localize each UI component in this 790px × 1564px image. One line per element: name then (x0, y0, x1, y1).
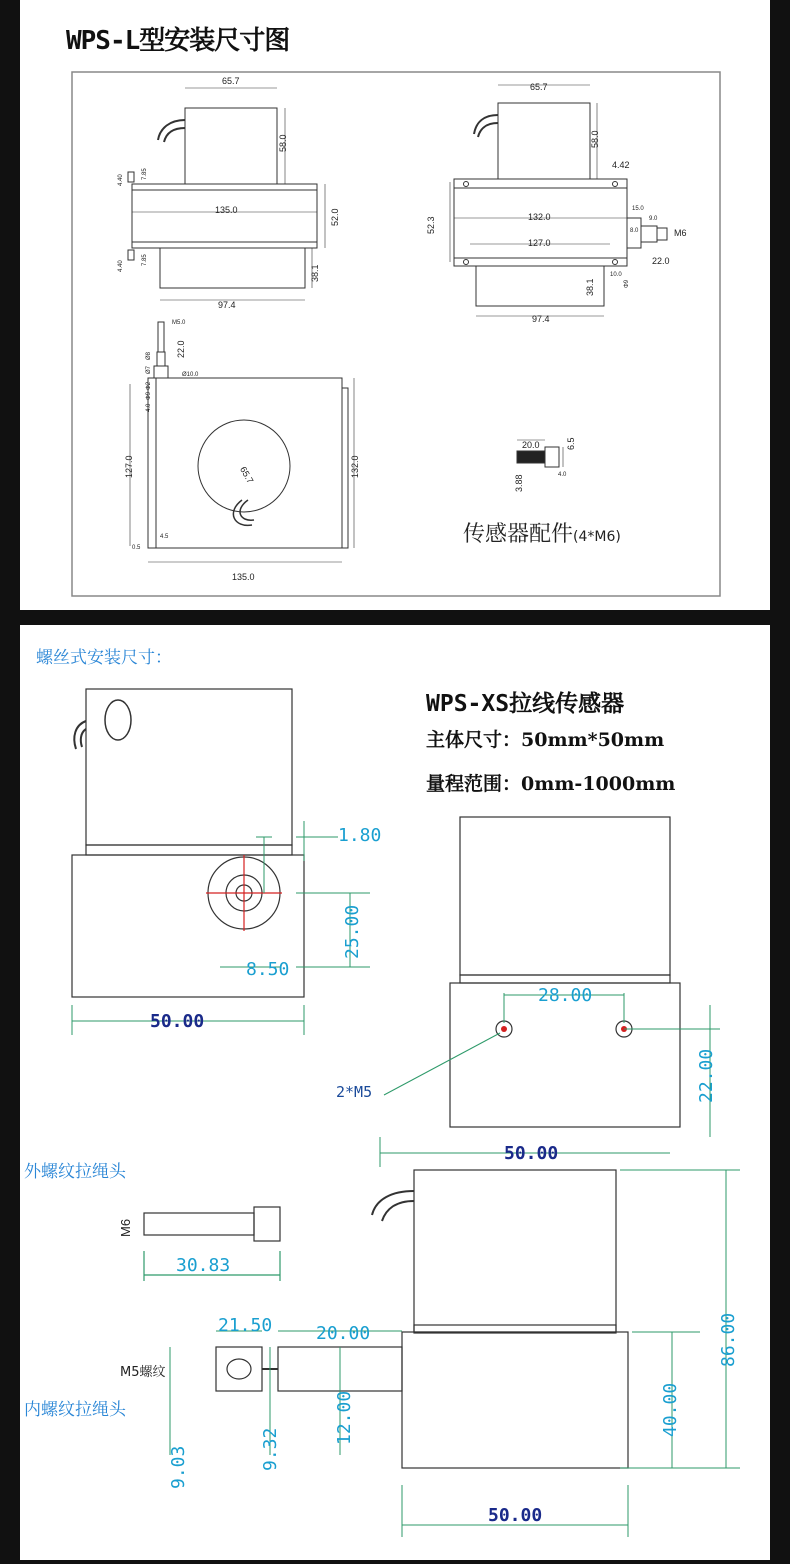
m5-thread-label: M5螺纹 (120, 1365, 166, 1380)
installation-drawing-wps-l (20, 0, 770, 610)
screw-length: 20.0 (522, 440, 540, 450)
screw-head: 4.0 (558, 472, 567, 478)
m6-label: M6 (118, 1218, 133, 1237)
dim-base-width: 97.4 (218, 300, 236, 310)
side-h132: 132.0 (350, 455, 360, 478)
dim-top-width: 65.7 (222, 76, 240, 86)
dim-body-width: 135.0 (215, 205, 238, 215)
dim-lower-height: 38.1 (310, 264, 320, 282)
side-b: 0.5 (132, 545, 141, 551)
dim2-c1: 15.0 (632, 206, 644, 212)
side-e: Φ9 (146, 391, 152, 400)
dim-body-height: 52.0 (330, 208, 340, 226)
dim-86-00: 86.00 (718, 1312, 739, 1367)
external-thread-title: 外螺纹拉绳头 (24, 1162, 126, 1182)
dim2-c2: 9.0 (649, 216, 658, 222)
dim2-top-width: 65.7 (530, 82, 548, 92)
side-d8: Ø8 (146, 351, 152, 360)
dim-25-00: 25.00 (342, 904, 363, 959)
drawing-title: WPS-L型安装尺寸图 (66, 26, 290, 56)
dim-40-00: 40.00 (660, 1382, 681, 1437)
dim-d3: 4.40 (118, 260, 124, 272)
dim-28-00: 28.00 (538, 985, 593, 1006)
dim-20-00: 20.00 (316, 1323, 371, 1344)
dim-30-83: 30.83 (176, 1255, 231, 1276)
side-a: 4.5 (160, 534, 169, 540)
section-title: 螺丝式安装尺寸： (36, 648, 172, 668)
spec-range: 量程范围：0mm-1000mm (426, 773, 676, 795)
dim-22-00: 22.00 (696, 1048, 717, 1103)
dim2-top-height: 58.0 (590, 130, 600, 148)
dim-top-height: 58.0 (278, 134, 288, 152)
dim2-height: 52.3 (426, 216, 436, 234)
dim2-c6: Φ9 (624, 279, 630, 288)
installation-drawing-wps-xs (20, 625, 770, 1560)
dim2-base-width: 97.4 (532, 314, 550, 324)
side-d10: Ø10.0 (182, 372, 199, 378)
dim-d1: 4.40 (118, 174, 124, 186)
side-h127: 127.0 (124, 455, 134, 478)
side-w135: 135.0 (232, 572, 255, 582)
dim-d4: 7.85 (142, 254, 148, 266)
dim-21-50: 21.50 (218, 1315, 273, 1336)
dim2-hole: 4.42 (612, 160, 630, 170)
dim2-w1: 132.0 (528, 212, 551, 222)
dim2-c4: 22.0 (652, 256, 670, 266)
wps-xs-line-drawing (20, 625, 770, 1560)
side-m5: M5.0 (172, 320, 186, 326)
dim-12-00: 12.00 (334, 1390, 355, 1445)
dim2-w2: 127.0 (528, 238, 551, 248)
hole-label: 2*M5 (336, 1083, 373, 1101)
spec-size: 主体尺寸：50mm*50mm (426, 729, 665, 751)
dim-1-80: 1.80 (338, 825, 382, 846)
dim2-m6: M6 (674, 228, 687, 238)
dim2-lower-height: 38.1 (585, 278, 595, 296)
dim-50-00-a: 50.00 (150, 1011, 205, 1032)
model-name: WPS-XS拉线传感器 (426, 691, 625, 717)
dim-9-32: 9.32 (260, 1427, 281, 1471)
dim-50-00-b: 50.00 (504, 1143, 559, 1164)
screw-height: 6.5 (566, 437, 576, 450)
accessory-caption: 传感器配件(4*M6) (463, 522, 621, 547)
dim-8-50: 8.50 (246, 959, 290, 980)
side-c: Φ2 (146, 381, 152, 390)
internal-thread-title: 内螺纹拉绳头 (24, 1400, 126, 1420)
dim2-c3: 8.0 (630, 228, 639, 234)
side-d: 4.0 (146, 403, 152, 412)
dim-d2: 7.85 (142, 168, 148, 180)
dim-9-03: 9.03 (168, 1445, 189, 1489)
screw-diameter: 3.88 (514, 474, 524, 492)
side-h22: 22.0 (176, 340, 186, 358)
dim-50-00-c: 50.00 (488, 1505, 543, 1526)
side-radius: 65.7 (238, 464, 256, 486)
wps-l-line-drawing (20, 0, 770, 610)
side-d7: Ø7 (146, 365, 152, 374)
dim2-c5: 10.0 (610, 272, 622, 278)
